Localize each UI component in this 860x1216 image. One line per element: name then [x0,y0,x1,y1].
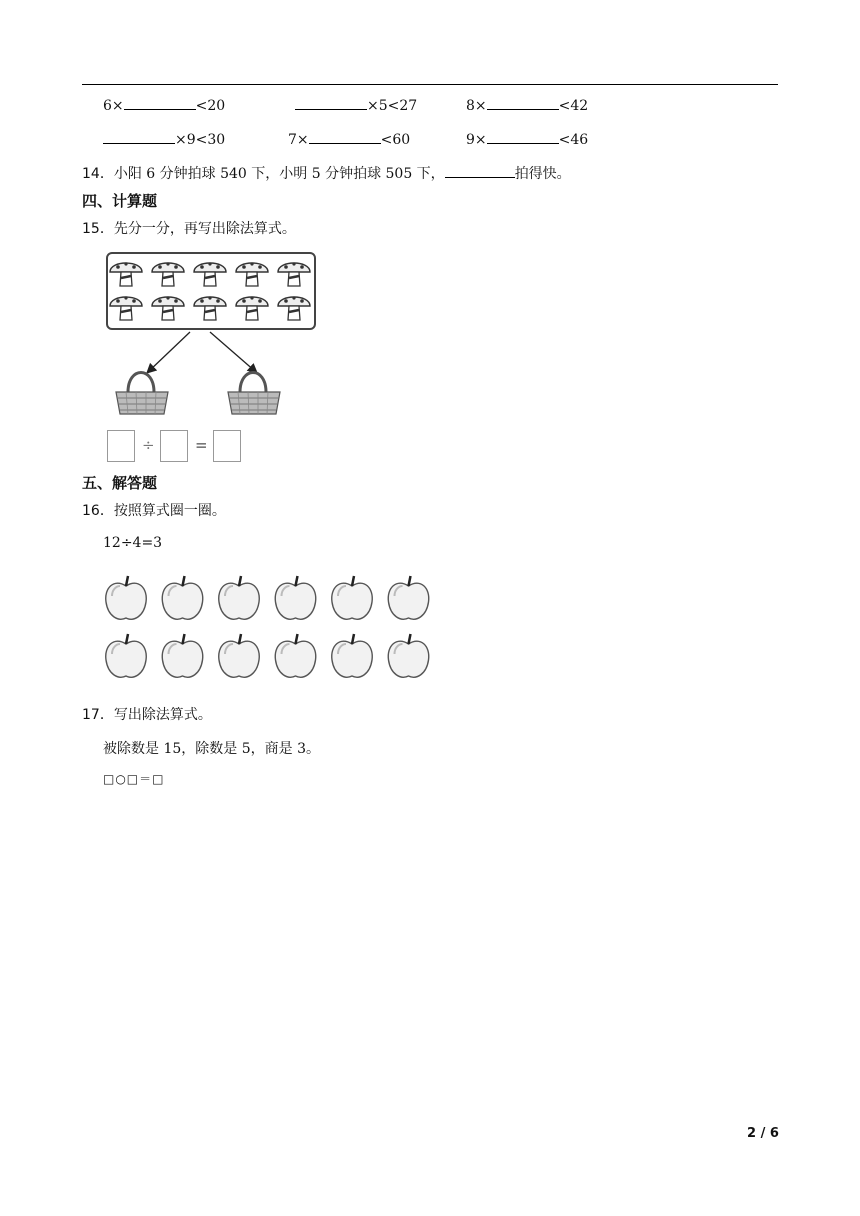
answer-blank[interactable] [124,95,196,110]
q17-detail: 被除数是 15，除数是 5，商是 3。 [103,741,320,757]
q16-text: 按照算式圈一圈。 [113,503,226,519]
q13-item-2 [295,95,417,114]
q17-template: □○□＝□ [103,772,165,786]
mushroom-icon [152,262,184,286]
apple-icon [162,634,203,677]
q13-item-5-post: <60 [380,132,411,148]
mushroom-icon [194,262,226,286]
page-number: 2 / 6 [747,1126,779,1141]
q16 [82,500,226,520]
apple-icon [388,634,429,677]
answer-blank[interactable] [309,129,381,144]
basket-icon [116,373,168,415]
mushroom-icon [110,262,142,286]
dividend-box[interactable] [107,430,135,462]
q16-formula: 12÷4=3 [103,535,163,551]
q13-item-6 [466,129,588,148]
apple-icon [106,634,147,677]
answer-blank[interactable] [487,95,559,110]
q13-item-5 [288,129,410,148]
apple-icon [332,634,373,677]
question-number: 14． [82,166,114,182]
mushroom-icon [110,296,142,320]
equals-sign: = [195,436,208,454]
mushroom-icon [194,296,226,320]
q13-item-1 [103,95,225,114]
division-arrows-baskets [106,330,316,420]
divisor-box[interactable] [160,430,188,462]
mushroom-icon [278,262,310,286]
apple-icon [275,634,316,677]
answer-blank[interactable] [445,163,515,178]
q13-item-4 [103,129,225,148]
divide-sign: ÷ [142,436,155,454]
section-heading: 四、计算题 [82,192,158,210]
q15-text: 先分一分，再写出除法算式。 [113,221,296,237]
q13-item-6-pre: 9× [466,132,487,148]
mushroom-group [106,252,316,330]
q13-item-5-pre: 7× [288,132,309,148]
apple-icon [106,576,147,619]
quotient-box[interactable] [213,430,241,462]
q13-item-3 [466,95,588,114]
q13-item-3-pre: 8× [466,98,487,114]
apple-icon [219,634,260,677]
q13-item-2-post: ×5<27 [367,98,418,114]
q13-item-3-post: <42 [558,98,589,114]
apple-group [100,572,436,684]
mushroom-icon [236,262,268,286]
answer-blank[interactable] [103,129,175,144]
answer-blank[interactable] [487,129,559,144]
q14 [82,163,571,183]
q13-item-1-post: <20 [195,98,226,114]
apple-icon [388,576,429,619]
mushroom-icon [152,296,184,320]
header-rule [82,84,778,85]
arrow-right [210,332,256,372]
q13-item-6-post: <46 [558,132,589,148]
arrow-left [148,332,190,372]
q14-text: 小阳 6 分钟拍球 540 下，小明 5 分钟拍球 505 下， [113,166,445,182]
q17 [82,704,212,724]
q13-item-1-pre: 6× [103,98,124,114]
question-number: 15． [82,221,114,237]
apple-icon [275,576,316,619]
q14-text-after: 拍得快。 [514,166,571,182]
basket-icon [228,373,280,415]
section-heading: 五、解答题 [82,474,158,492]
q17-text: 写出除法算式。 [113,707,212,723]
q15 [82,218,296,238]
mushroom-icon [278,296,310,320]
apple-icon [219,576,260,619]
question-number: 16． [82,503,114,519]
mushroom-icon [236,296,268,320]
apple-icon [332,576,373,619]
q13-item-4-post: ×9<30 [175,132,226,148]
question-number: 17． [82,707,114,723]
answer-blank[interactable] [295,95,367,110]
apple-icon [162,576,203,619]
